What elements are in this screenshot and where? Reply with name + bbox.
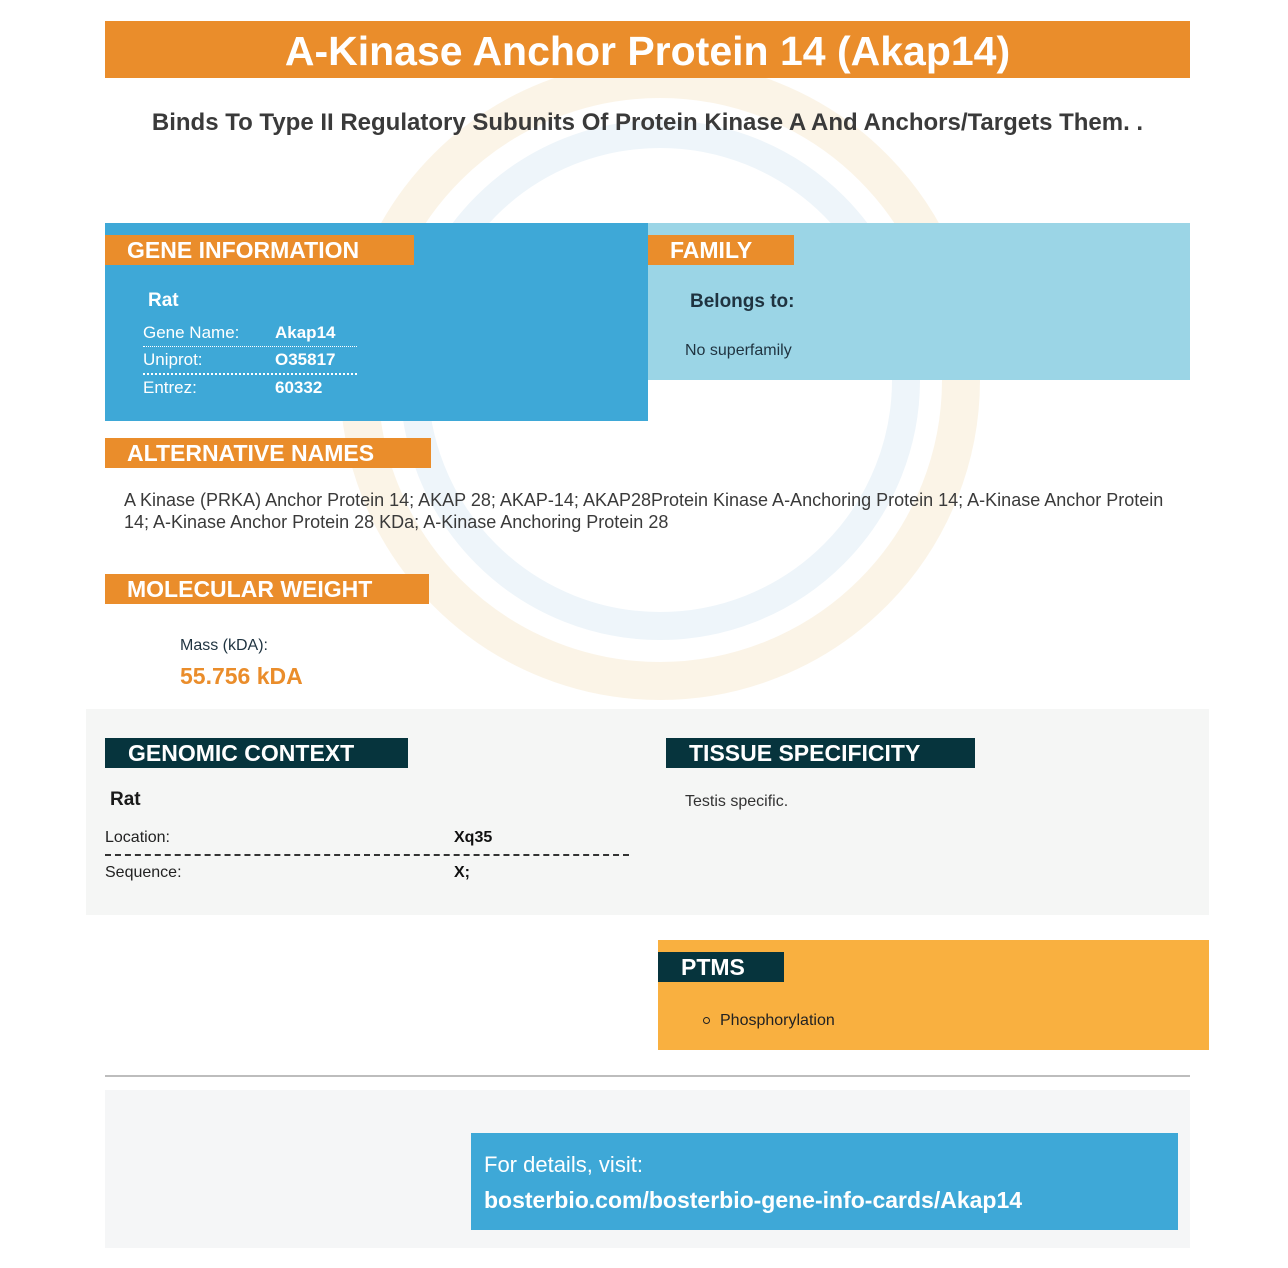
- page-title: A-Kinase Anchor Protein 14 (Akap14): [105, 21, 1190, 78]
- genomic-row-divider: [105, 854, 629, 856]
- genomic-species: Rat: [110, 789, 141, 810]
- tissue-specificity-text: Testis specific.: [685, 793, 789, 810]
- ptms-item: Phosphorylation: [720, 1012, 835, 1029]
- entrez-value[interactable]: 60332: [275, 378, 323, 397]
- molecular-weight-heading: MOLECULAR WEIGHT: [105, 574, 429, 604]
- location-label: Location:: [105, 829, 170, 846]
- gene-species: Rat: [148, 290, 179, 311]
- sequence-label: Sequence:: [105, 864, 182, 881]
- alternative-names-text: A Kinase (PRKA) Anchor Protein 14; AKAP 28; AKAP-14; AKAP28Protein Kinase A-Anchoring Protein 14; A-Kinase Anchor Protein 14; A-Kinase Anchor Protein 28 KDa; A-Kinase Anchoring Protein 28: [124, 490, 1164, 532]
- gene-name-label: Gene Name:: [143, 323, 240, 342]
- tissue-specificity-heading: TISSUE SPECIFICITY: [666, 738, 975, 768]
- gene-name-value: Akap14: [275, 323, 336, 342]
- genomic-context-heading: GENOMIC CONTEXT: [105, 738, 408, 768]
- gene-row-divider: [143, 346, 357, 347]
- uniprot-value[interactable]: O35817: [275, 350, 336, 369]
- ptms-heading: PTMS: [658, 952, 784, 982]
- page-subtitle: Binds To Type II Regulatory Subunits Of Protein Kinase A And Anchors/Targets Them. .: [151, 109, 1144, 136]
- family-heading: FAMILY: [648, 235, 794, 265]
- location-value: Xq35: [454, 829, 493, 846]
- mass-value: 55.756 kDA: [180, 663, 303, 689]
- mass-label: Mass (kDA):: [180, 637, 268, 654]
- entrez-label: Entrez:: [143, 378, 197, 397]
- section-divider: [105, 1075, 1190, 1077]
- list-bullet-icon: [703, 1017, 710, 1024]
- details-box: [471, 1133, 1178, 1230]
- details-link[interactable]: bosterbio.com/bosterbio-gene-info-cards/Akap14: [484, 1187, 1023, 1213]
- gene-row-divider: [143, 373, 357, 375]
- uniprot-label: Uniprot:: [143, 350, 203, 369]
- sequence-value: X;: [454, 864, 470, 881]
- gene-information-heading: GENE INFORMATION: [105, 235, 414, 265]
- visit-label: For details, visit:: [484, 1152, 643, 1177]
- alternative-names-heading: ALTERNATIVE NAMES: [105, 438, 431, 468]
- family-value: No superfamily: [685, 342, 792, 359]
- family-belongs-label: Belongs to:: [690, 291, 795, 312]
